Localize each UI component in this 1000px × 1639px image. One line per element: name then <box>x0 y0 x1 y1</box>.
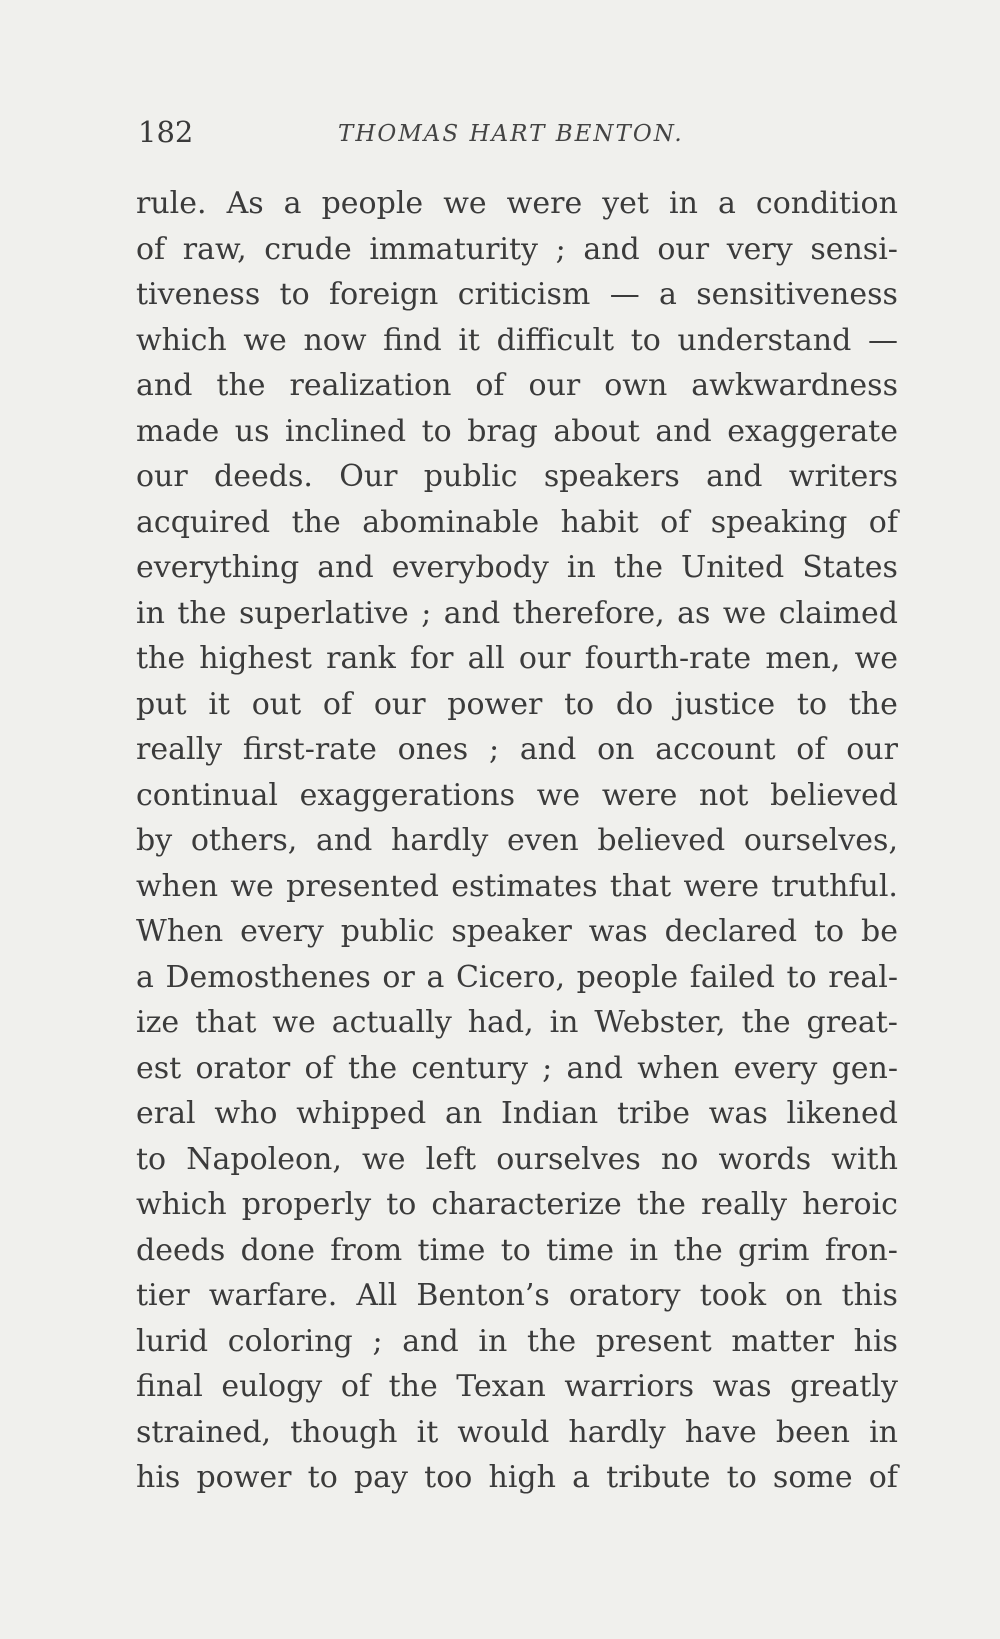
word: fourth-rate <box>584 641 752 676</box>
word: declared <box>664 914 798 949</box>
text-line <box>136 1182 898 1228</box>
word: were <box>683 868 759 904</box>
word: strained, <box>136 1414 272 1450</box>
word: therefore, <box>512 595 665 631</box>
word: tribe <box>617 1096 690 1131</box>
word: raw, <box>182 231 247 267</box>
word: claimed <box>778 595 898 631</box>
word: est <box>136 1050 182 1086</box>
word: our <box>846 732 898 767</box>
word: pay <box>353 1460 408 1495</box>
word: a <box>572 1460 590 1495</box>
text-line <box>136 727 898 773</box>
word: was <box>588 914 648 949</box>
running-head: THOMAS HART BENTON. <box>338 121 684 147</box>
word: no <box>660 1141 699 1177</box>
word: yet <box>602 186 649 221</box>
word: which <box>136 322 227 358</box>
word: immaturity <box>369 231 539 267</box>
word: the <box>741 1005 791 1040</box>
page-number: 182 <box>138 115 194 149</box>
word: the <box>347 1050 398 1086</box>
word: believed <box>597 823 726 858</box>
word: fron- <box>824 1232 898 1268</box>
word: the <box>216 368 266 403</box>
word: understand <box>677 322 852 358</box>
text-line <box>136 1410 898 1456</box>
word: properly <box>241 1187 372 1222</box>
word: sensi- <box>810 231 898 267</box>
text-line <box>136 545 898 591</box>
word: find <box>383 322 442 358</box>
word: really <box>700 1187 788 1222</box>
text-line <box>136 500 898 546</box>
word: his <box>853 1323 898 1359</box>
word: to <box>307 1460 338 1495</box>
word: exaggerations <box>299 777 516 813</box>
word: this <box>841 1278 898 1313</box>
word: ones <box>397 732 469 767</box>
word: realization <box>289 368 452 403</box>
word: of <box>868 1460 898 1495</box>
word: the <box>136 641 186 676</box>
word: and <box>443 595 501 631</box>
text-line <box>136 409 898 455</box>
word: power <box>447 686 543 722</box>
word: Demosthenes <box>165 959 371 995</box>
word: ; <box>372 1323 383 1359</box>
word: Our <box>339 459 398 494</box>
word: everybody <box>391 550 549 585</box>
word: characterize <box>431 1187 622 1222</box>
word: the <box>673 1232 723 1268</box>
word: failed <box>689 959 775 995</box>
word: deeds. <box>214 459 313 494</box>
word: which <box>136 1187 227 1222</box>
word: continual <box>136 777 278 813</box>
word: crude <box>264 231 352 267</box>
word: for <box>410 641 454 676</box>
word: us <box>234 413 270 449</box>
text-line <box>136 1000 898 1046</box>
word: tribute <box>606 1460 711 1495</box>
word: oratory <box>568 1278 681 1313</box>
word: real- <box>828 959 898 995</box>
text-line <box>136 454 898 500</box>
word: we <box>536 777 581 813</box>
word: believed <box>770 777 898 813</box>
word: we <box>272 1005 316 1040</box>
word: of <box>322 686 353 722</box>
word: took <box>699 1278 767 1313</box>
word: final <box>136 1369 203 1404</box>
word: rule. <box>136 186 207 221</box>
word: would <box>457 1414 550 1450</box>
word: his <box>136 1460 181 1495</box>
word: ; <box>421 595 432 631</box>
word: account <box>655 732 776 767</box>
word: to <box>814 914 845 949</box>
text-line <box>136 909 898 955</box>
word: when <box>637 1050 720 1086</box>
word: warfare. <box>208 1278 338 1313</box>
word: Webster, <box>594 1005 726 1040</box>
word: Benton’s <box>416 1278 550 1313</box>
word: century <box>411 1050 528 1086</box>
word: out <box>251 686 302 722</box>
word: too <box>424 1460 473 1495</box>
word: that <box>609 868 672 904</box>
word: tier <box>136 1278 190 1313</box>
word: criticism <box>457 277 591 312</box>
text-line <box>136 318 898 364</box>
word: high <box>488 1460 556 1495</box>
word: warriors <box>564 1369 695 1404</box>
word: present <box>595 1323 712 1359</box>
word: of <box>660 504 690 540</box>
word: to <box>786 959 817 995</box>
word: Texan <box>456 1369 546 1404</box>
word: to <box>726 1460 757 1495</box>
text-line <box>136 1273 898 1319</box>
word: hardly <box>391 823 489 858</box>
word: were <box>506 186 583 221</box>
word: we <box>243 322 287 358</box>
word: power <box>196 1460 292 1495</box>
word: own <box>604 368 668 403</box>
word: and <box>566 1050 623 1086</box>
word: we <box>362 1141 406 1177</box>
word: actually <box>331 1005 452 1040</box>
word: the <box>177 595 227 631</box>
word: and <box>706 459 763 494</box>
word: awkwardness <box>691 368 898 403</box>
word: not <box>699 777 749 813</box>
word: and <box>402 1323 459 1359</box>
word: people <box>321 186 424 221</box>
word: and <box>519 732 577 767</box>
word: though <box>290 1414 398 1450</box>
word: Indian <box>501 1096 599 1131</box>
word: some <box>772 1460 853 1495</box>
word: ourselves, <box>743 823 898 858</box>
word: by <box>136 823 173 858</box>
word: time <box>546 1232 615 1268</box>
word: was <box>712 1369 772 1404</box>
word: every <box>240 914 324 949</box>
word: Napoleon, <box>186 1141 342 1177</box>
word: and <box>655 413 712 449</box>
word: matter <box>731 1323 834 1359</box>
word: foreign <box>329 277 439 312</box>
word: superlative <box>238 595 409 631</box>
text-line <box>136 1137 898 1183</box>
text-line <box>136 864 898 910</box>
word: the <box>848 686 898 722</box>
word: to <box>564 686 595 722</box>
word: it <box>416 1414 439 1450</box>
word: writers <box>788 459 898 494</box>
word: to <box>630 322 661 358</box>
word: our <box>657 231 710 267</box>
text-line <box>136 363 898 409</box>
word: public <box>340 914 435 949</box>
word: and <box>317 550 374 585</box>
word: Cicero, <box>455 959 565 995</box>
word: habit <box>560 504 639 540</box>
word: or <box>382 959 415 995</box>
word: about <box>553 413 640 449</box>
word: do <box>615 686 654 722</box>
word: to <box>500 1232 531 1268</box>
word: exaggerate <box>727 413 898 449</box>
word: ize <box>136 1005 180 1040</box>
word: to <box>136 1141 167 1177</box>
word: orator <box>195 1050 291 1086</box>
word: lurid <box>136 1323 209 1359</box>
word: we <box>443 186 487 221</box>
word: in <box>669 186 698 221</box>
word: everything <box>136 550 300 585</box>
word: highest <box>199 641 312 676</box>
word: in <box>549 1005 579 1040</box>
text-line <box>136 227 898 273</box>
word: ; <box>555 231 566 267</box>
word: speakers <box>543 459 680 494</box>
word: it <box>208 686 230 722</box>
word: when <box>136 868 219 904</box>
word: speaker <box>451 914 572 949</box>
word: have <box>684 1414 757 1450</box>
text-line <box>136 1228 898 1274</box>
text-line <box>136 955 898 1001</box>
word: estimates <box>451 868 598 904</box>
word: likened <box>786 1096 898 1131</box>
word: a <box>659 277 677 312</box>
word: abominable <box>362 504 540 540</box>
word: eulogy <box>221 1369 323 1404</box>
word: very <box>726 231 793 267</box>
word: all <box>467 641 505 676</box>
word: greatly <box>790 1369 898 1404</box>
text-line <box>136 181 898 227</box>
text-line <box>136 1046 898 1092</box>
text-line <box>136 818 898 864</box>
word: hardly <box>568 1414 666 1450</box>
word: rank <box>326 641 396 676</box>
word: be <box>861 914 898 949</box>
word: of <box>475 368 505 403</box>
word: the <box>613 550 663 585</box>
word: acquired <box>136 504 271 540</box>
word: sensitiveness <box>696 277 898 312</box>
word: public <box>423 459 518 494</box>
word: grim <box>738 1232 810 1268</box>
word: a <box>426 959 445 995</box>
word: had, <box>467 1005 534 1040</box>
word: and <box>315 823 373 858</box>
word: the <box>636 1187 686 1222</box>
word: every <box>733 1050 818 1086</box>
word: to <box>279 277 310 312</box>
word: and <box>583 231 640 267</box>
word: eral <box>136 1096 196 1131</box>
text-line <box>136 682 898 728</box>
word: All <box>356 1278 398 1313</box>
word: our <box>518 641 571 676</box>
word: we <box>230 868 274 904</box>
word: of <box>340 1369 370 1404</box>
word: in <box>478 1323 508 1359</box>
word: ourselves <box>496 1141 641 1177</box>
word: United <box>680 550 785 585</box>
word: in <box>136 595 165 631</box>
word: our <box>528 368 581 403</box>
word: to <box>421 413 452 449</box>
word: was <box>708 1096 768 1131</box>
word: to <box>796 686 828 722</box>
word: with <box>831 1141 898 1177</box>
word: put <box>136 686 187 722</box>
word: inclined <box>284 413 407 449</box>
text-line <box>136 1091 898 1137</box>
word: in <box>566 550 596 585</box>
word: our <box>136 459 188 494</box>
word: people <box>576 959 679 995</box>
text-line <box>136 1455 898 1501</box>
word: it <box>458 322 480 358</box>
word: of <box>304 1050 334 1086</box>
word: coloring <box>227 1323 353 1359</box>
word: that <box>195 1005 257 1040</box>
word: speaking <box>710 504 848 540</box>
word: an <box>445 1096 483 1131</box>
word: been <box>775 1414 850 1450</box>
word: as <box>677 595 711 631</box>
word: done <box>240 1232 315 1268</box>
word: we <box>722 595 767 631</box>
word: were <box>601 777 678 813</box>
text-line <box>136 1364 898 1410</box>
word: on <box>597 732 635 767</box>
word: in <box>869 1414 898 1450</box>
word: from <box>330 1232 403 1268</box>
word: who <box>214 1096 278 1131</box>
word: made <box>136 413 220 449</box>
word: a <box>136 959 154 995</box>
word: — <box>609 277 640 312</box>
word: really <box>136 732 223 767</box>
word: first-rate <box>242 732 377 767</box>
word: heroic <box>802 1187 898 1222</box>
text-line <box>136 272 898 318</box>
word: whipped <box>296 1096 427 1131</box>
word: States <box>802 550 898 585</box>
word: presented <box>286 868 439 904</box>
word: condition <box>755 186 898 221</box>
word: and <box>136 368 193 403</box>
text-line <box>136 773 898 819</box>
word: gen- <box>831 1050 898 1086</box>
word: deeds <box>136 1232 226 1268</box>
word: ; <box>542 1050 553 1086</box>
word: time <box>417 1232 486 1268</box>
text-line <box>136 636 898 682</box>
word: the <box>527 1323 577 1359</box>
word: of <box>796 732 826 767</box>
word: — <box>867 322 898 358</box>
text-line <box>136 1319 898 1365</box>
word: ; <box>489 732 500 767</box>
word: justice <box>674 686 776 722</box>
word: a <box>283 186 302 221</box>
word: our <box>373 686 426 722</box>
page-header <box>138 112 908 152</box>
text-line <box>136 591 898 637</box>
word: to <box>386 1187 417 1222</box>
word: As <box>226 186 264 221</box>
word: in <box>629 1232 659 1268</box>
body-text <box>136 181 898 1501</box>
word: brag <box>467 413 538 449</box>
word: of <box>136 231 166 267</box>
word: words <box>718 1141 812 1177</box>
word: When <box>136 914 224 949</box>
word: tiveness <box>136 277 261 312</box>
word: others, <box>190 823 298 858</box>
word: great- <box>806 1005 898 1040</box>
word: we <box>854 641 898 676</box>
word: men, <box>765 641 841 676</box>
word: left <box>425 1141 477 1177</box>
word: the <box>291 504 341 540</box>
word: the <box>388 1369 438 1404</box>
word: even <box>506 823 579 858</box>
word: now <box>303 322 367 358</box>
word: difficult <box>496 322 615 358</box>
word: of <box>868 504 898 540</box>
word: truthful. <box>771 868 898 904</box>
word: a <box>717 186 736 221</box>
word: on <box>785 1278 823 1313</box>
